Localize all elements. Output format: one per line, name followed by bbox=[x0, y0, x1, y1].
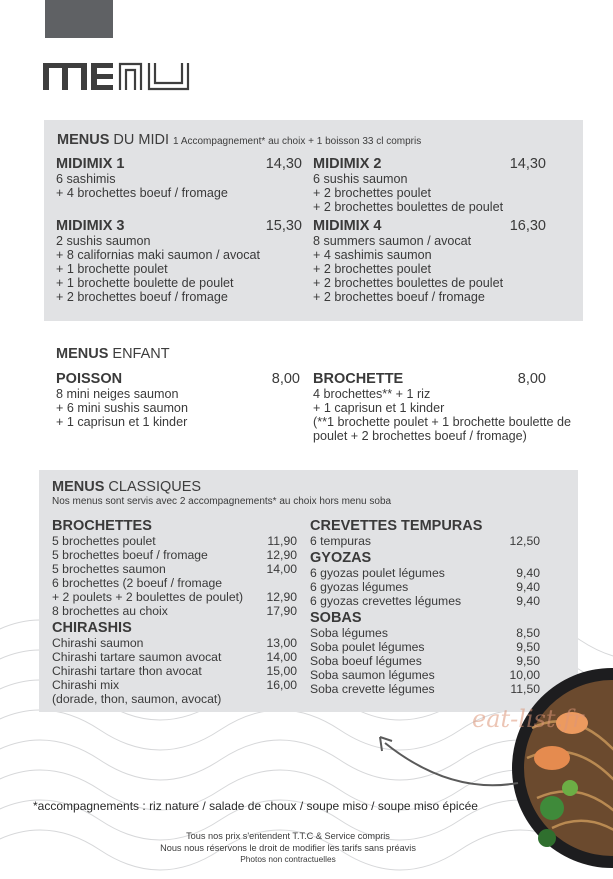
item-line: + 2 brochettes boeuf / fromage bbox=[56, 290, 228, 304]
item-line: + 2 brochettes boulettes de poulet bbox=[313, 200, 504, 214]
price-row: 5 brochettes poulet 11,90 bbox=[52, 534, 297, 548]
price-row: Soba saumon légumes 10,00 bbox=[310, 668, 540, 682]
classiques-right-column bbox=[310, 516, 540, 696]
classiques-left-column bbox=[52, 516, 297, 706]
menus-midi-panel bbox=[44, 120, 583, 321]
item-line: 6 sashimis bbox=[56, 172, 116, 186]
section-note: 1 Accompagnement* au choix + 1 boisson 33 cl compris bbox=[173, 136, 422, 147]
item-line: 4 brochettes** + 1 riz bbox=[313, 387, 431, 401]
legal-line: Tous nos prix s'entendent T.T.C & Service compris bbox=[186, 831, 390, 841]
item-name: MIDIMIX 2 bbox=[313, 156, 382, 172]
section-title-light: CLASSIQUES bbox=[108, 479, 202, 495]
item-line: + 2 brochettes poulet bbox=[313, 262, 431, 276]
price-row: Soba légumes 8,50 bbox=[310, 626, 540, 640]
price-row: 5 brochettes saumon 14,00 bbox=[52, 562, 297, 576]
header-tab-block bbox=[45, 0, 113, 38]
curved-arrow-icon bbox=[370, 735, 520, 795]
menu-item-midimix-3 bbox=[56, 219, 302, 304]
item-price: 14,30 bbox=[509, 156, 546, 172]
item-line: + 1 caprisun et 1 kinder bbox=[313, 401, 445, 415]
menu-item-midimix-2 bbox=[313, 157, 546, 214]
menus-classiques-subtitle: Nos menus sont servis avec 2 accompagnements* au choix hors menu soba bbox=[52, 496, 392, 507]
menu-item-poisson bbox=[56, 372, 300, 429]
menu-item-brochette bbox=[313, 371, 572, 443]
category-title: SOBAS bbox=[310, 610, 362, 626]
price-row: Soba boeuf légumes 9,50 bbox=[310, 654, 540, 668]
price-row: 6 gyozas poulet légumes 9,40 bbox=[310, 566, 540, 580]
watermark: eat-list.fr bbox=[472, 705, 584, 733]
item-line: 8 mini neiges saumon bbox=[56, 387, 179, 401]
item-price: 14,30 bbox=[265, 156, 302, 172]
item-name: MIDIMIX 3 bbox=[56, 218, 125, 234]
item-line: + 2 brochettes boulettes de poulet bbox=[313, 276, 504, 290]
item-line: + 4 brochettes boeuf / fromage bbox=[56, 186, 228, 200]
menus-enfant-section bbox=[44, 343, 583, 453]
menu-logo bbox=[43, 55, 193, 95]
item-line: + 1 caprisun et 1 kinder bbox=[56, 415, 188, 429]
item-line: + 8 californias maki saumon / avocat bbox=[56, 248, 261, 262]
section-title-light: ENFANT bbox=[112, 346, 170, 362]
item-name: MIDIMIX 4 bbox=[313, 218, 382, 234]
price-row: 6 tempuras 12,50 bbox=[310, 534, 540, 548]
menu-item-midimix-1 bbox=[56, 157, 302, 200]
menus-enfant-title bbox=[56, 346, 170, 362]
item-line: + 1 brochette poulet bbox=[56, 262, 168, 276]
menu-item-midimix-4 bbox=[313, 219, 546, 304]
category-title: CHIRASHIS bbox=[52, 620, 132, 636]
legal-line: Nous nous réservons le droit de modifier les tarifs sans préavis bbox=[160, 842, 416, 853]
price-row: 6 brochettes (2 boeuf / fromage bbox=[52, 576, 223, 590]
price-row: Chirashi tartare thon avocat 15,00 bbox=[52, 664, 297, 678]
item-line: 2 sushis saumon bbox=[56, 234, 151, 248]
price-row: Soba poulet légumes 9,50 bbox=[310, 640, 540, 654]
item-line: (**1 brochette poulet + 1 brochette boulette de poulet + 2 brochettes boeuf / fromage) bbox=[313, 415, 572, 443]
section-title-bold: MENUS bbox=[56, 346, 109, 362]
item-line: + 6 mini sushis saumon bbox=[56, 401, 188, 415]
accompagnements-footnote: *accompagnements : riz nature / salade de choux / soupe miso / soupe miso épicée bbox=[33, 799, 478, 813]
menus-midi-title bbox=[57, 132, 421, 148]
item-line: + 1 brochette boulette de poulet bbox=[56, 276, 234, 290]
menus-classiques-title bbox=[52, 479, 201, 495]
item-line: + 2 brochettes poulet bbox=[313, 186, 431, 200]
price-row: Soba crevette légumes 11,50 bbox=[310, 682, 540, 696]
legal-notes bbox=[0, 831, 576, 866]
price-row: Chirashi mix 16,00 bbox=[52, 678, 297, 692]
category-title: BROCHETTES bbox=[52, 518, 152, 534]
menus-classiques-panel bbox=[39, 470, 578, 712]
category-title: GYOZAS bbox=[310, 550, 372, 566]
section-title-light: DU MIDI bbox=[113, 132, 169, 148]
price-row: Chirashi tartare saumon avocat 14,00 bbox=[52, 650, 297, 664]
item-name: BROCHETTE bbox=[313, 371, 404, 387]
item-price: 16,30 bbox=[509, 218, 546, 234]
item-name: MIDIMIX 1 bbox=[56, 156, 125, 172]
item-price: 15,30 bbox=[265, 218, 302, 234]
section-title-bold: MENUS bbox=[52, 479, 105, 495]
price-row: 6 gyozas légumes 9,40 bbox=[310, 580, 540, 594]
legal-line: Photos non contractuelles bbox=[240, 854, 336, 864]
price-row: Chirashi saumon 13,00 bbox=[52, 636, 297, 650]
price-row: (dorade, thon, saumon, avocat) bbox=[52, 692, 222, 706]
price-row: 5 brochettes boeuf / fromage 12,90 bbox=[52, 548, 297, 562]
item-line: + 4 sashimis saumon bbox=[313, 248, 432, 262]
section-title-bold: MENUS bbox=[57, 132, 110, 148]
price-row: + 2 poulets + 2 boulettes de poulet) 12,90 bbox=[52, 590, 297, 604]
price-row: 8 brochettes au choix 17,90 bbox=[52, 604, 297, 618]
item-price: 8,00 bbox=[517, 371, 546, 387]
item-price: 8,00 bbox=[271, 371, 300, 387]
price-row: 6 gyozas crevettes légumes 9,40 bbox=[310, 594, 540, 608]
item-name: POISSON bbox=[56, 371, 123, 387]
item-line: 6 sushis saumon bbox=[313, 172, 408, 186]
category-title: CREVETTES TEMPURAS bbox=[310, 518, 483, 534]
item-line: 8 summers saumon / avocat bbox=[313, 234, 472, 248]
item-line: + 2 brochettes boeuf / fromage bbox=[313, 290, 485, 304]
